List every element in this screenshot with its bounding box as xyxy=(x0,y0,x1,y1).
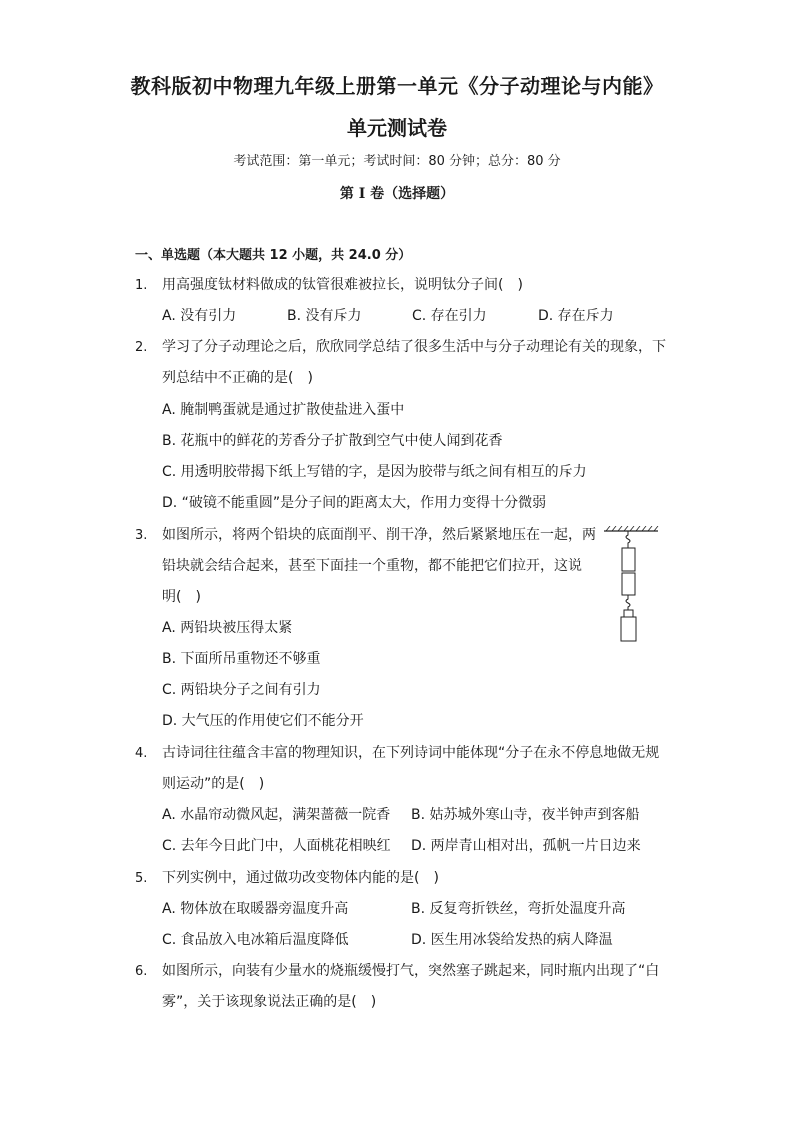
option-a: A. 水晶帘动微风起，满架蔷薇一院香 xyxy=(162,807,391,823)
question-text: 如图所示，将两个铅块的底面削平、削干净，然后紧紧地压在一起，两 xyxy=(162,527,596,543)
question-text: 列总结中不正确的是( ) xyxy=(162,370,313,386)
question-text: 古诗词往往蕴含丰富的物理知识，在下列诗词中能体现“分子在永不停息地做无规 xyxy=(162,745,660,761)
option-a: A. 物体放在取暖器旁温度升高 xyxy=(162,901,349,917)
question-number: 1. xyxy=(135,278,148,293)
volume-heading: 第 I 卷（选择题） xyxy=(339,186,455,202)
option-b: B. 反复弯折铁丝，弯折处温度升高 xyxy=(411,901,626,917)
question-number: 4. xyxy=(135,746,148,761)
option-b: B. 没有斥力 xyxy=(287,308,362,324)
question-number: 6. xyxy=(135,964,148,979)
option-d: D. “破镜不能重圆”是分子间的距离太大，作用力变得十分微弱 xyxy=(162,495,547,511)
question-text: 铅块就会结合起来，甚至下面挂一个重物，都不能把它们拉开，这说 xyxy=(162,558,582,574)
exam-title-line1: 教科版初中物理九年级上册第一单元《分子动理论与内能》 xyxy=(130,74,664,98)
section-heading: 一、单选题（本大题共 12 小题，共 24.0 分） xyxy=(135,248,412,263)
option-b: B. 花瓶中的鲜花的芳香分子扩散到空气中使人闻到花香 xyxy=(162,433,503,449)
option-d: D. 存在斥力 xyxy=(538,308,614,324)
question-number: 2. xyxy=(135,340,148,355)
option-b: B. 下面所吊重物还不够重 xyxy=(162,651,321,667)
question-text: 则运动”的是( ) xyxy=(162,776,265,792)
exam-info: 考试范围：第一单元；考试时间：80 分钟；总分：80 分 xyxy=(233,154,561,169)
exam-title-line2: 单元测试卷 xyxy=(347,116,447,140)
option-a: A. 两铅块被压得太紧 xyxy=(162,620,293,636)
option-c: C. 存在引力 xyxy=(412,308,487,324)
question-number: 5. xyxy=(135,871,148,886)
option-c: C. 两铅块分子之间有引力 xyxy=(162,682,321,698)
option-a: A. 没有引力 xyxy=(162,308,237,324)
question-text: 雾”，关于该现象说法正确的是( ) xyxy=(162,994,377,1010)
question-text: 用高强度钛材料做成的钛管很难被拉长，说明钛分子间( ) xyxy=(162,277,523,293)
option-d: D. 大气压的作用使它们不能分开 xyxy=(162,713,364,729)
option-d: D. 两岸青山相对出，孤帆一片日边来 xyxy=(411,838,641,854)
option-d: D. 医生用冰袋给发热的病人降温 xyxy=(411,932,613,948)
lead-blocks-figure xyxy=(600,526,660,655)
question-number: 3. xyxy=(135,528,148,543)
question-text: 下列实例中，通过做功改变物体内能的是( ) xyxy=(162,870,439,886)
question-text: 如图所示，向装有少量水的烧瓶缓慢打气，突然塞子跳起来，同时瓶内出现了“白 xyxy=(162,963,660,979)
option-c: C. 食品放入电冰箱后温度降低 xyxy=(162,932,349,948)
option-c: C. 用透明胶带揭下纸上写错的字，是因为胶带与纸之间有相互的斥力 xyxy=(162,464,587,480)
question-text: 明( ) xyxy=(162,589,201,605)
option-b: B. 姑苏城外寒山寺，夜半钟声到客船 xyxy=(411,807,640,823)
option-a: A. 腌制鸭蛋就是通过扩散使盐进入蛋中 xyxy=(162,402,405,418)
question-text: 学习了分子动理论之后，欣欣同学总结了很多生活中与分子动理论有关的现象，下 xyxy=(162,339,666,355)
option-c: C. 去年今日此门中，人面桃花相映红 xyxy=(162,838,391,854)
